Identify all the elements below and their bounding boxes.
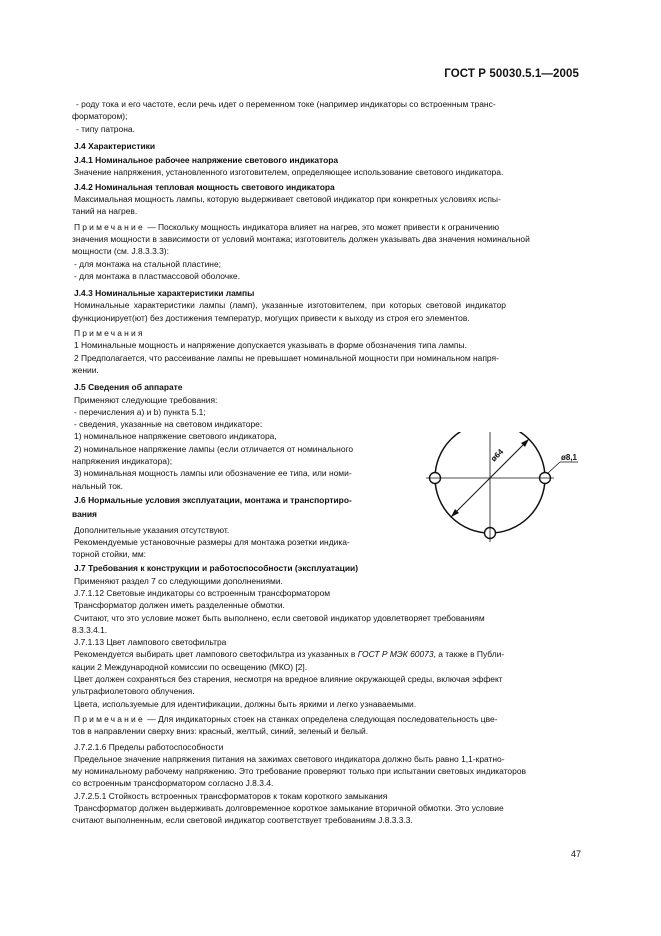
mounting-dimensions-figure: [422, 432, 582, 548]
note-line: жении.: [72, 364, 99, 375]
text-line: напряжения индикатора);: [72, 456, 173, 467]
section-heading-j43: J.4.3 Номинальные характеристики лампы: [74, 288, 255, 299]
text-line: 3) номинальная мощность лампы или обозначение ее типа, или номи-: [74, 468, 352, 479]
text-line: ультрафиолетового облучения.: [72, 686, 195, 697]
text-line: Трансформатор должен иметь разделенные обмотки.: [74, 600, 285, 611]
section-heading-j42: J.4.2 Номинальная тепловая мощность светового индикатора: [74, 181, 335, 192]
text-line: - типу патрона.: [76, 123, 135, 134]
note-line: Примечание — Поскольку мощность индикатора влияет на нагрев, это может привести к ограничению: [74, 221, 500, 232]
text-line: 1) номинальное напряжение светового индикатора,: [74, 431, 277, 442]
text-line: Цвет должен сохраняться без старения, несмотря на вредное влияние окружающей среды, включая эффект: [74, 674, 503, 685]
subsection-heading-j7113: J.7.1.13 Цвет лампового светофильтра: [74, 637, 227, 648]
text-line: Применяют раздел 7 со следующими дополнениями.: [74, 575, 283, 586]
subsection-heading-j7112: J.7.1.12 Световые индикаторы со встроенным трансформатором: [74, 587, 331, 598]
text-line: 8.3.3.4.1.: [72, 624, 108, 635]
page-number: 47: [570, 849, 581, 859]
section-heading-j5: J.5 Сведения об аппарате: [74, 382, 183, 393]
text-line: - роду тока и его частоте, если речь идет о переменном токе (например индикаторы со встроенным транс-: [76, 99, 496, 109]
text-line: - сведения, указанные на световом индикаторе:: [74, 419, 263, 430]
notes-label: Примечания: [74, 328, 145, 339]
text-line: Максимальная мощность лампы, которую выдерживает световой индикатор при конкретных условиях испы-: [74, 194, 501, 205]
note-line: - для монтажа на стальной пластине;: [74, 258, 221, 269]
note-line: 1 Номинальные мощность и напряжение допускается указывать в форме обозначения типа лампы.: [74, 340, 467, 351]
text-line: Дополнительные указания отсутствуют.: [74, 524, 230, 535]
note-line: 2 Предполагается, что рассеивание лампы не превышает номинальной мощности при номинальном напря-: [74, 352, 499, 363]
note-line: мощности (см. J.8.3.3.3):: [72, 246, 169, 257]
text-line: Считают, что это условие может быть выполнено, если световой индикатор удовлетворяет требованиям: [74, 612, 485, 623]
note-line: тов в направлении сверху вниз: красный, желтый, синий, зеленый и белый.: [72, 726, 369, 737]
text-line: таний на нагрев.: [72, 206, 138, 217]
section-heading-j41: J.4.1 Номинальное рабочее напряжение светового индикатора: [74, 155, 339, 166]
standard-header: ГОСТ Р 50030.5.1—2005: [444, 68, 579, 80]
text-line: функционирует(ют) без достижения температур, могущих привести к выходу из строя его элементов.: [72, 312, 470, 323]
diameter-label: ø64: [489, 447, 506, 464]
text-line: Рекомендуется выбирать цвет лампового светофильтра из указанных в ГОСТ Р МЭК 60073, а также в Публи-: [74, 649, 505, 660]
section-heading-j6-cont: вания: [72, 509, 97, 520]
text-line: со встроенным трансформатором согласно J.8.3.4.: [72, 778, 274, 789]
text-line: Рекомендуемые установочные размеры для монтажа розетки индика-: [74, 536, 350, 547]
text-line: му номинальному рабочему напряжению. Это требование проверяют только при испытании световых индикаторов: [72, 766, 526, 777]
text-line: форматором);: [72, 111, 128, 122]
text-line: кации 2 Международной комиссии по освещению (МКО) [2].: [72, 661, 308, 672]
note-line: значения мощности в зависимости от условий монтажа; изготовитель должен указывать два значения номинальной: [72, 233, 530, 244]
text-line: 2) номинальное напряжение лампы (если отличается от номинального: [74, 443, 354, 454]
text-line: Значение напряжения, установленного изготовителем, определяющее использование светового индикатора.: [74, 167, 504, 178]
text-line: Трансформатор должен выдерживать долговременное короткое замыкание вторичной обмотки. Это условие: [74, 803, 504, 814]
section-heading-j7: J.7 Требования к конструкции и работоспособности (эксплуатации): [74, 563, 359, 574]
text-line: нальный ток.: [72, 480, 123, 491]
text-line: считают выполненным, если световой индикатор соответствует требованиям J.8.3.3.3.: [72, 815, 413, 826]
note-label: Примечание: [74, 713, 145, 724]
text-line: торной стойки, мм:: [72, 549, 146, 560]
text-line: Применяют следующие требования:: [74, 394, 218, 405]
hole-diameter-label: ø8,1: [561, 453, 578, 462]
note-line: - для монтажа в пластмассовой оболочке.: [74, 270, 240, 281]
subsection-heading-j7251: J.7.2.5.1 Стойкость встроенных трансформаторов к токам короткого замыкания: [74, 790, 388, 801]
section-heading-j4: J.4 Характеристики: [74, 140, 156, 151]
text-line: Номинальные характеристики лампы (ламп), указанные изготовителем, при которых световой индикатор: [74, 300, 506, 311]
text-line: Предельное значение напряжения питания на зажимах светового индикатора должно быть равно 1,1-кратно-: [74, 753, 505, 764]
standard-reference: ГОСТ Р МЭК 60073: [357, 649, 434, 660]
section-heading-j6: J.6 Нормальные условия эксплуатации, монтажа и транспортиро-: [74, 494, 352, 505]
note-label: Примечание: [74, 221, 145, 232]
subsection-heading-j7216: J.7.2.1.6 Пределы работоспособности: [74, 741, 224, 752]
note-line: Примечание — Для индикаторных стоек на станках определена следующая последовательность цве-: [74, 713, 498, 724]
text-line: Цвета, используемые для идентификации, должны быть яркими и легко узнаваемыми.: [74, 698, 417, 709]
text-line: - перечисления a) и b) пункта 5.1;: [74, 406, 206, 417]
